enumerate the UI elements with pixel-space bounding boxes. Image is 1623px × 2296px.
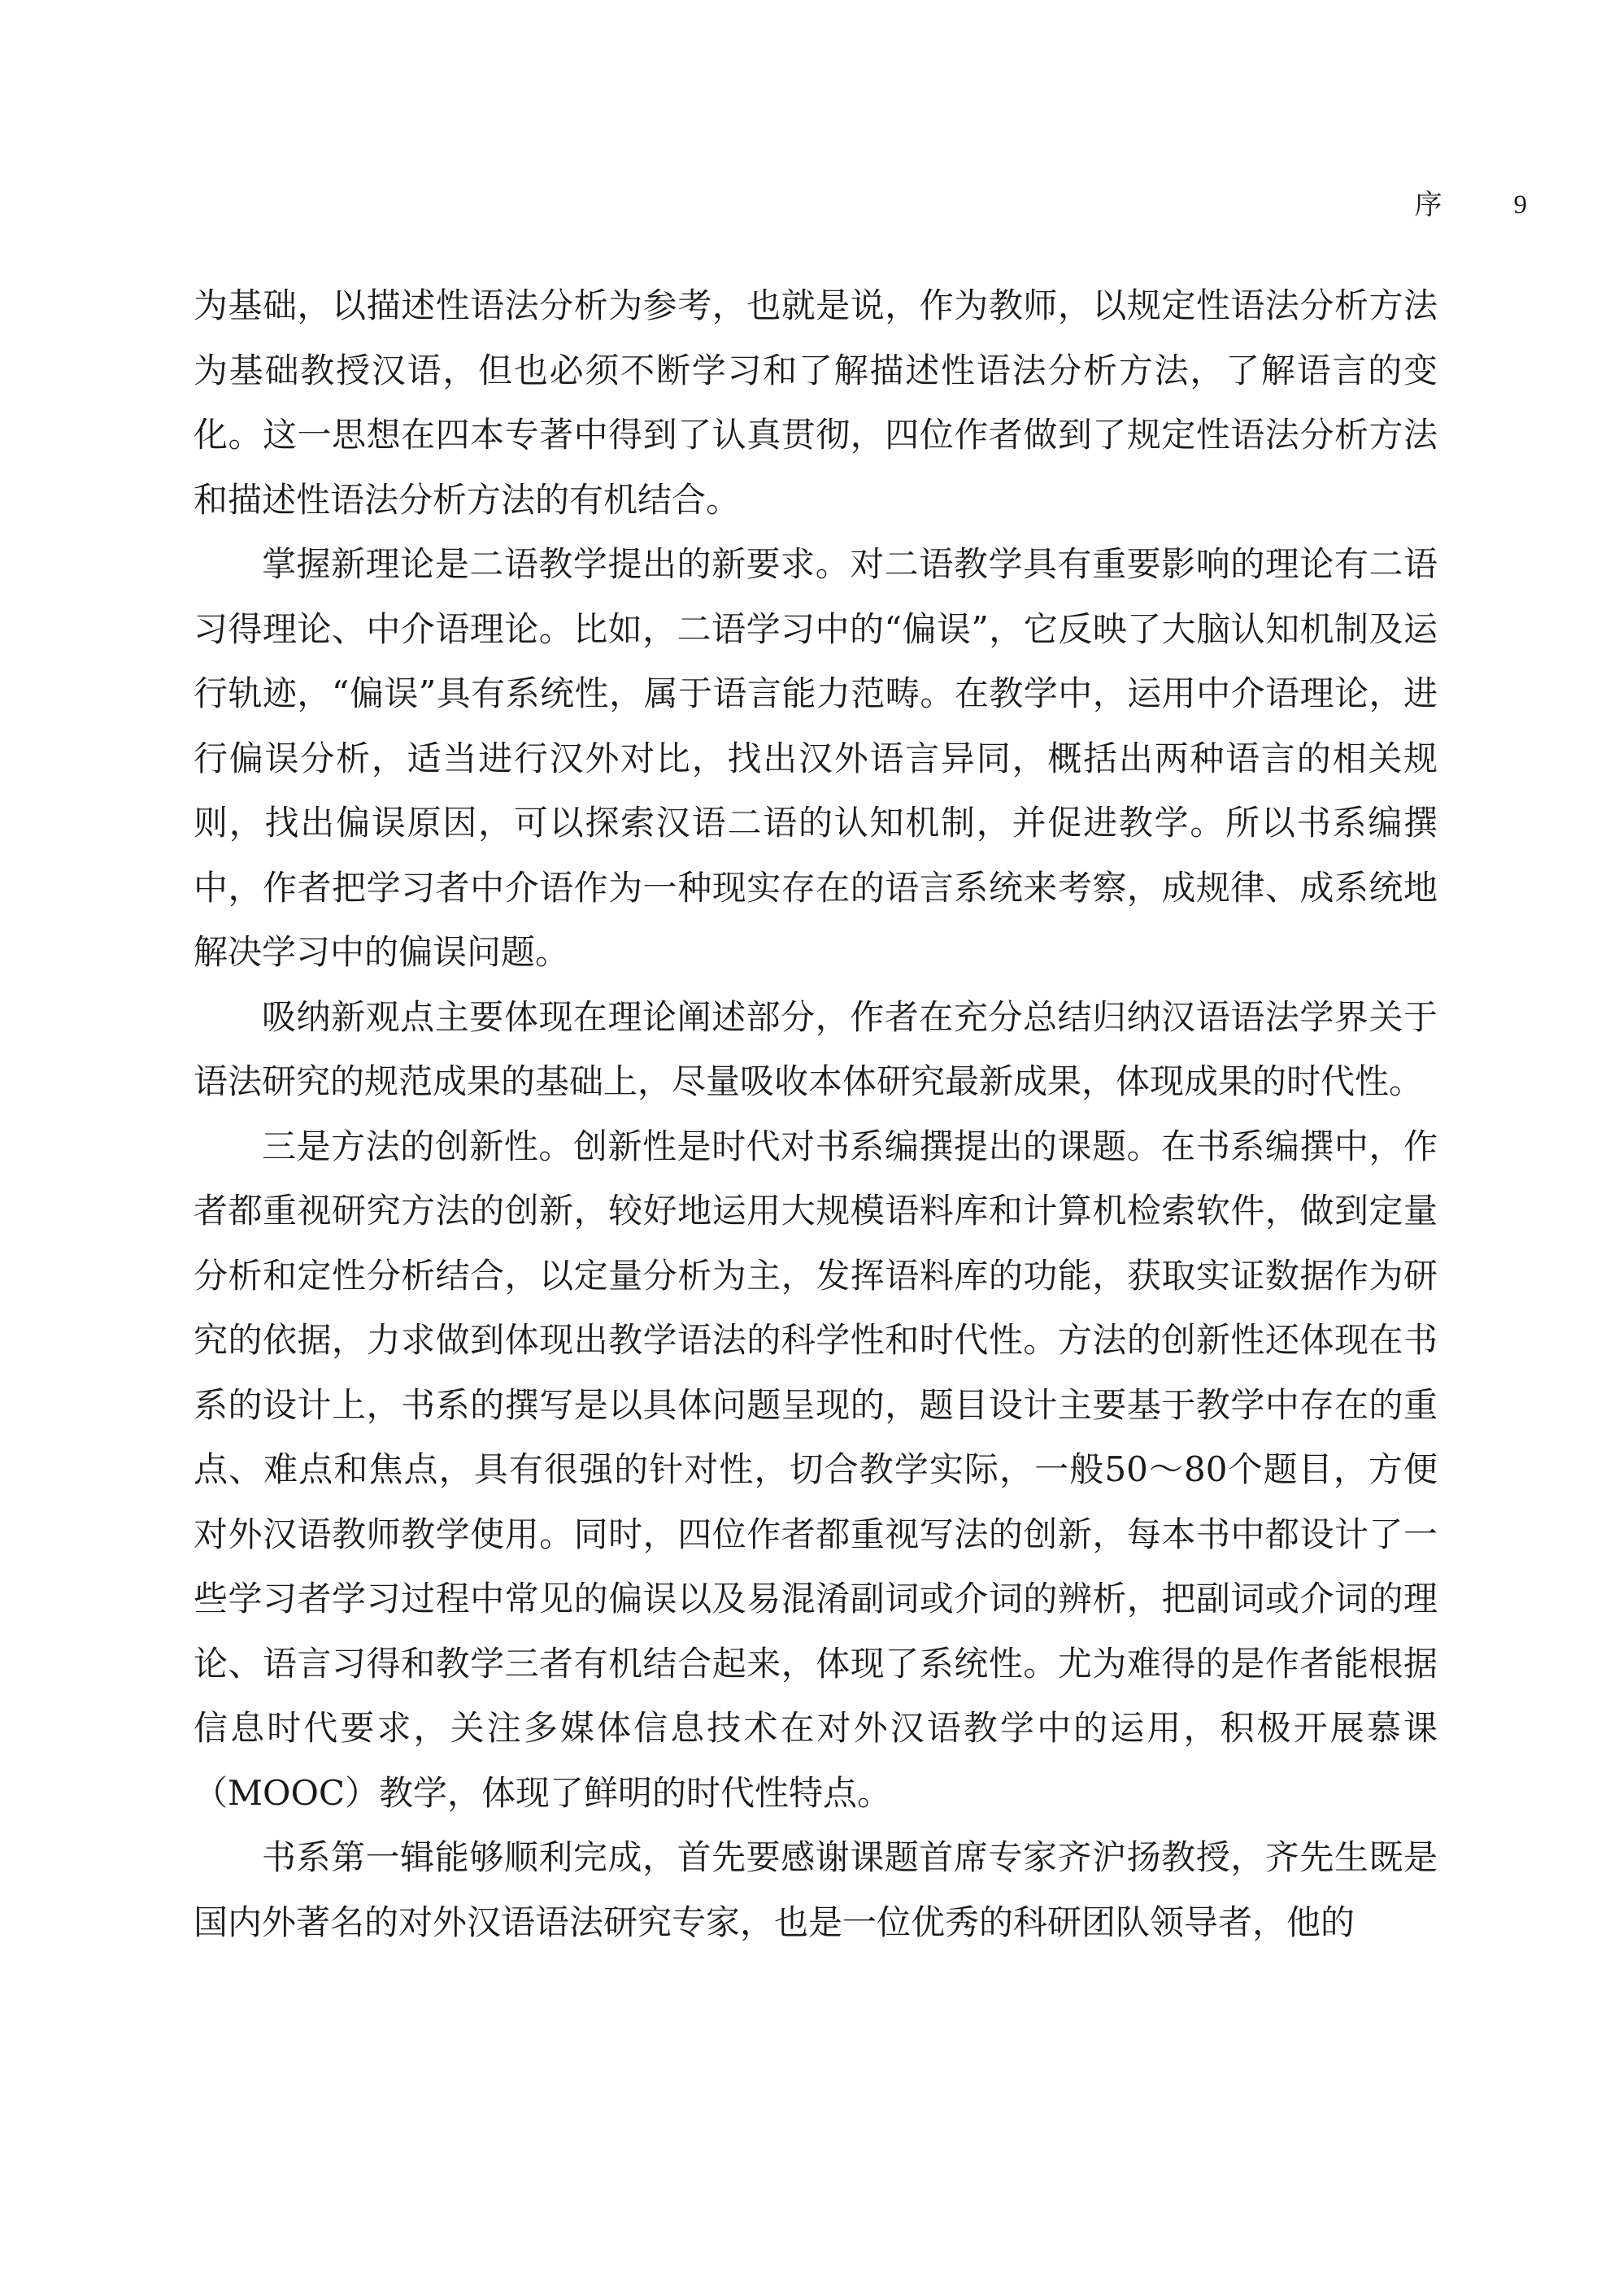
page-number: 9 [1513, 190, 1527, 220]
body-text [194, 273, 1438, 1954]
paragraph: 三是方法的创新性。创新性是时代对书系编撰提出的课题。在书系编撰中，作者都重视研究方法的创新，较好地运用大规模语料库和计算机检索软件，做到定量分析和定性分析结合，以定量分析为主，发挥语料库的功能，获取实证数据作为研究的依据，力求做到体现出教学语法的科学性和时代性。方法的创新性还体现在书系的设计上，书系的撰写是以具体问题呈现的，题目设计主要基于教学中存在的重点、难点和焦点，具有很强的针对性，切合教学实际，一般50～80个题目，方便对外汉语教师教学使用。同时，四位作者都重视写法的创新，每本书中都设计了一些学习者学习过程中常见的偏误以及易混淆副词或介词的辨析，把副词或介词的理论、语言习得和教学三者有机结合起来，体现了系统性。尤为难得的是作者能根据信息时代要求，关注多媒体信息技术在对外汉语教学中的运用，积极开展慕课（MOOC）教学，体现了鲜明的时代性特点。 [194, 1126, 1438, 1813]
paragraph: 吸纳新观点主要体现在理论阐述部分，作者在充分总结归纳汉语语法学界关于语法研究的规范成果的基础上，尽量吸收本体研究最新成果，体现成果的时代性。 [194, 996, 1438, 1101]
paragraph-continued: 为基础，以描述性语法分析为参考，也就是说，作为教师，以规定性语法分析方法为基础教授汉语，但也必须不断学习和了解描述性语法分析方法，了解语言的变化。这一思想在四本专著中得到了认真贯彻，四位作者做到了规定性语法分析方法和描述性语法分析方法的有机结合。 [194, 285, 1438, 520]
running-head [1415, 181, 1528, 229]
paragraph: 书系第一辑能够顺利完成，首先要感谢课题首席专家齐沪扬教授，齐先生既是国内外著名的对外汉语语法研究专家，也是一位优秀的科研团队领导者，他的 [194, 1837, 1438, 1942]
paragraph: 掌握新理论是二语教学提出的新要求。对二语教学具有重要影响的理论有二语习得理论、中介语理论。比如，二语学习中的“偏误”，它反映了大脑认知机制及运行轨迹，“偏误”具有系统性，属于语言能力范畴。在教学中，运用中介语理论，进行偏误分析，适当进行汉外对比，找出汉外语言异同，概括出两种语言的相关规则，找出偏误原因，可以探索汉语二语的认知机制，并促进教学。所以书系编撰中，作者把学习者中介语作为一种现实存在的语言系统来考察，成规律、成系统地解决学习中的偏误问题。 [194, 544, 1438, 972]
running-title: 序 [1414, 189, 1442, 221]
